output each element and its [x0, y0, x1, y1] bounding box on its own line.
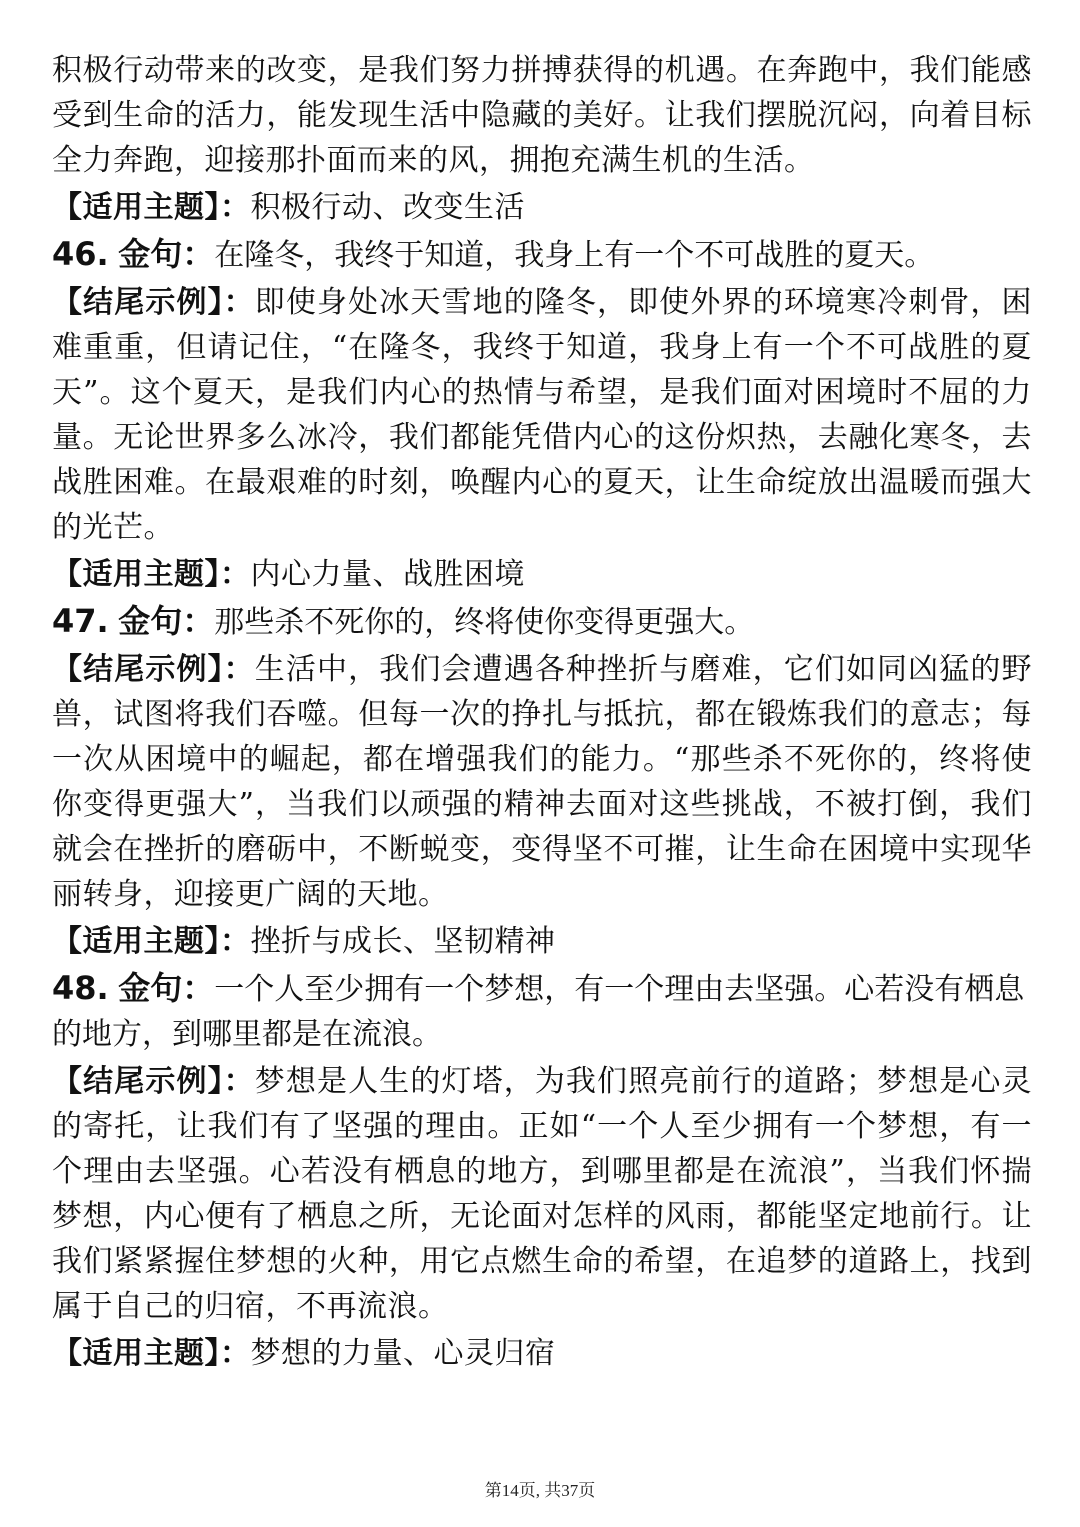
quote-text: 那些杀不死你的，终将使你变得更强大。: [214, 605, 755, 640]
entry-46-example: [52, 280, 1032, 550]
page-number: 第14页, 共37页: [484, 1481, 596, 1500]
quote-text: 在隆冬，我终于知道，我身上有一个不可战胜的夏天。: [214, 238, 935, 273]
example-text: 生活中，我们会遭遇各种挫折与磨难，它们如同凶猛的野兽，试图将我们吞噬。但每一次的挣扎与抵抗，都在锻炼我们的意志；每一次从困境中的崛起，都在增强我们的能力。“那些杀不死你的，终将使你变得更强大”，当我们以顽强的精神去面对这些挑战，不被打倒，我们就会在挫折的磨砺中，不断蜕变，变得坚不可摧，让生命在困境中实现华丽转身，迎接更广阔的天地。: [52, 652, 1033, 912]
entry-47-quote: [52, 599, 1032, 645]
quote-label: 金句：: [118, 969, 215, 1007]
theme-label: 【适用主题】：: [52, 557, 251, 592]
quote-label: 金句：: [118, 602, 215, 640]
theme-text: 挫折与成长、坚韧精神: [250, 924, 556, 959]
entry-48-quote: [52, 966, 1032, 1057]
intro-theme: [52, 185, 1032, 230]
page-footer: [0, 1476, 1080, 1501]
theme-text: 内心力量、战胜困境: [250, 557, 525, 592]
example-text: 即使身处冰天雪地的隆冬，即使外界的环境寒冷刺骨，困难重重，但请记住，“在隆冬，我终于知道，我身上有一个不可战胜的夏天”。这个夏天，是我们内心的热情与希望，是我们面对困境时不屈的力量。无论世界多么冰冷，我们都能凭借内心的这份炽热，去融化寒冬，去战胜困难。在最艰难的时刻，唤醒内心的夏天，让生命绽放出温暖而强大的光芒。: [52, 285, 1033, 545]
entry-47-theme: [52, 919, 1032, 964]
entry-46-quote: [52, 232, 1032, 278]
entry-number: 47.: [52, 602, 109, 640]
quote-label: 金句：: [118, 235, 215, 273]
theme-label: 【适用主题】：: [52, 1336, 251, 1371]
example-label: 【结尾示例】：: [52, 1064, 255, 1099]
entry-48-theme: [52, 1331, 1032, 1376]
entry-47-example: [52, 647, 1032, 917]
example-text: 梦想是人生的灯塔，为我们照亮前行的道路；梦想是心灵的寄托，让我们有了坚强的理由。正如“一个人至少拥有一个梦想，有一个理由去坚强。心若没有栖息的地方，到哪里都是在流浪”，当我们怀揣梦想，内心便有了栖息之所，无论面对怎样的风雨，都能坚定地前行。让我们紧紧握住梦想的火种，用它点燃生命的希望，在追梦的道路上，找到属于自己的归宿，不再流浪。: [52, 1064, 1033, 1324]
theme-label: 【适用主题】：: [52, 190, 251, 225]
theme-label: 【适用主题】：: [52, 924, 251, 959]
theme-text: 积极行动、改变生活: [250, 190, 525, 225]
document-page: [52, 48, 1032, 1378]
intro-paragraph: 积极行动带来的改变，是我们努力拼搏获得的机遇。在奔跑中，我们能感受到生命的活力，能发现生活中隐藏的美好。让我们摆脱沉闷，向着目标全力奔跑，迎接那扑面而来的风，拥抱充满生机的生活。: [52, 53, 1032, 178]
entry-46-theme: [52, 552, 1032, 597]
example-label: 【结尾示例】：: [52, 285, 255, 320]
example-label: 【结尾示例】：: [52, 652, 255, 687]
quote-text: 一个人至少拥有一个梦想，有一个理由去坚强。心若没有栖息的地方，到哪里都是在流浪。: [52, 972, 1025, 1052]
entry-number: 48.: [52, 969, 109, 1007]
entry-number: 46.: [52, 235, 109, 273]
entry-48-example: [52, 1059, 1032, 1329]
theme-text: 梦想的力量、心灵归宿: [250, 1336, 556, 1371]
